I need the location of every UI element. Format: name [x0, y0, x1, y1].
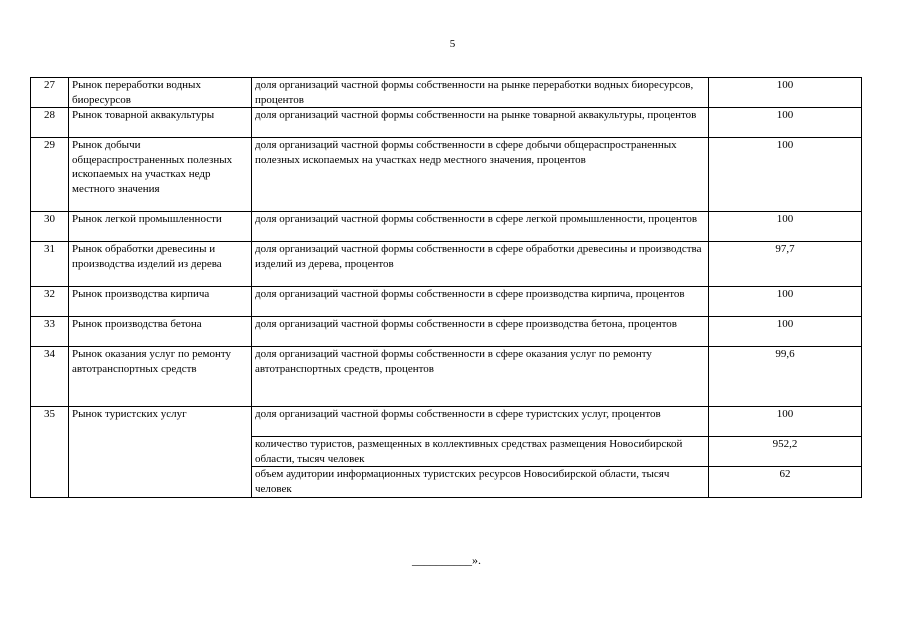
market-name: Рынок добычи общераспространенных полезных ископаемых на участках недр местного значения [69, 138, 252, 212]
row-number: 27 [31, 78, 69, 108]
row-number: 35 [31, 407, 69, 497]
indicator-text: количество туристов, размещенных в коллективных средствах размещения Новосибирской области, тысяч человек [252, 437, 709, 467]
row-number: 34 [31, 347, 69, 407]
indicator-value: 100 [709, 287, 862, 317]
table-row [31, 138, 862, 212]
market-name: Рынок товарной аквакультуры [69, 108, 252, 138]
table-row [31, 407, 862, 437]
table-row [31, 287, 862, 317]
closing-mark: __________». [412, 553, 481, 567]
table-row [31, 242, 862, 287]
market-name: Рынок легкой промышленности [69, 212, 252, 242]
indicator-value: 100 [709, 407, 862, 437]
indicator-value: 952,2 [709, 437, 862, 467]
indicator-text: объем аудитории информационных туристских ресурсов Новосибирской области, тысяч человек [252, 467, 709, 497]
indicator-text: доля организаций частной формы собственности в сфере добычи общераспространенных полезных ископаемых на участках недр местного значения, процентов [252, 138, 709, 212]
indicator-text: доля организаций частной формы собственности на рынке переработки водных биоресурсов, процентов [252, 78, 709, 108]
market-name: Рынок производства кирпича [69, 287, 252, 317]
row-number: 32 [31, 287, 69, 317]
indicator-value: 100 [709, 108, 862, 138]
indicator-text: доля организаций частной формы собственности в сфере оказания услуг по ремонту автотранспортных средств, процентов [252, 347, 709, 407]
market-name: Рынок производства бетона [69, 317, 252, 347]
market-name: Рынок оказания услуг по ремонту автотранспортных средств [69, 347, 252, 407]
indicator-text: доля организаций частной формы собственности в сфере производства бетона, процентов [252, 317, 709, 347]
row-number: 28 [31, 108, 69, 138]
table-row [31, 108, 862, 138]
table-row [31, 78, 862, 108]
indicator-value: 62 [709, 467, 862, 497]
indicator-value: 97,7 [709, 242, 862, 287]
market-name: Рынок обработки древесины и производства изделий из дерева [69, 242, 252, 287]
row-number: 30 [31, 212, 69, 242]
indicator-text: доля организаций частной формы собственности на рынке товарной аквакультуры, процентов [252, 108, 709, 138]
table-row [31, 347, 862, 407]
indicator-text: доля организаций частной формы собственности в сфере туристских услуг, процентов [252, 407, 709, 437]
table-row [31, 212, 862, 242]
row-number: 29 [31, 138, 69, 212]
market-name: Рынок туристских услуг [69, 407, 252, 497]
row-number: 33 [31, 317, 69, 347]
indicator-text: доля организаций частной формы собственности в сфере производства кирпича, процентов [252, 287, 709, 317]
row-number: 31 [31, 242, 69, 287]
indicator-value: 100 [709, 78, 862, 108]
indicator-value: 100 [709, 138, 862, 212]
indicators-table [30, 77, 862, 498]
indicator-text: доля организаций частной формы собственности в сфере легкой промышленности, процентов [252, 212, 709, 242]
page-number: 5 [449, 38, 456, 50]
indicator-value: 100 [709, 317, 862, 347]
indicator-value: 99,6 [709, 347, 862, 407]
indicator-value: 100 [709, 212, 862, 242]
table-row [31, 317, 862, 347]
indicator-text: доля организаций частной формы собственности в сфере обработки древесины и производства изделий из дерева, процентов [252, 242, 709, 287]
market-name: Рынок переработки водных биоресурсов [69, 78, 252, 108]
